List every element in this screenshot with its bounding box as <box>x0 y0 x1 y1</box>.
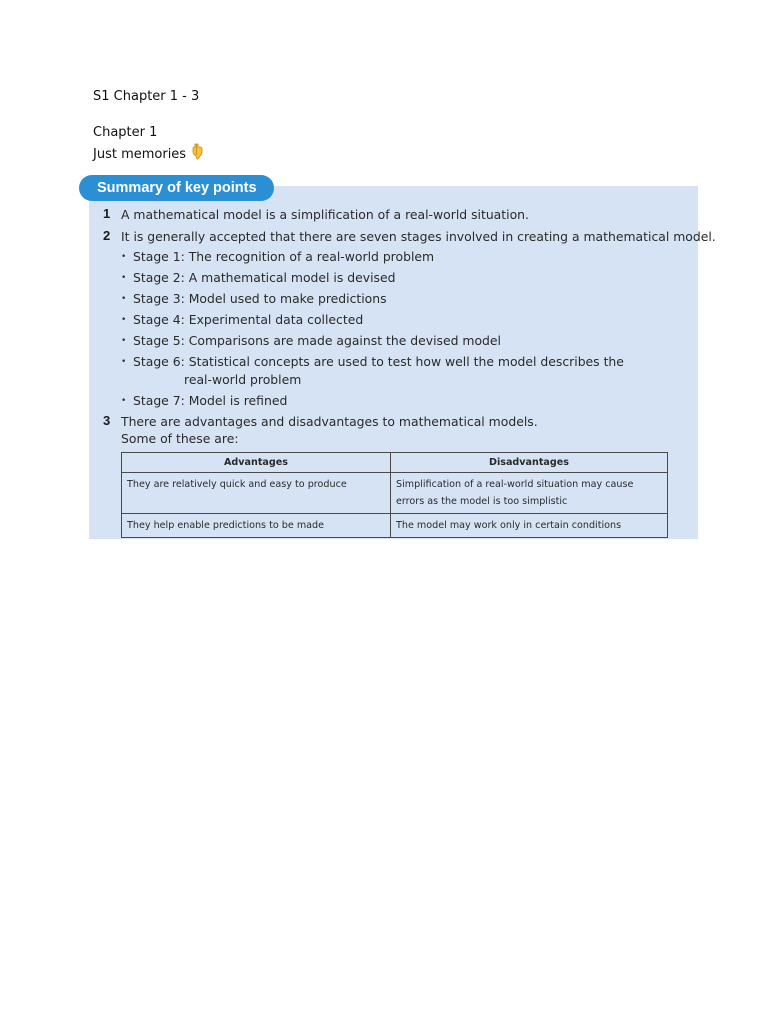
bullet-dot: • <box>121 396 127 406</box>
bullet-dot: • <box>121 273 127 283</box>
table-header: Advantages <box>122 453 391 473</box>
chapter-note <box>93 143 205 165</box>
chapter-heading: Chapter 1 <box>93 125 158 140</box>
table-row <box>122 514 668 538</box>
point-text: It is generally accepted that there are seven stages involved in creating a mathematical model. <box>121 229 716 244</box>
document-title: S1 Chapter 1 - 3 <box>93 89 200 104</box>
bullet-dot: • <box>121 336 127 346</box>
point-text: There are advantages and disadvantages to mathematical models. <box>121 414 538 429</box>
stage-item: Stage 3: Model used to make predictions <box>133 291 387 306</box>
table-cell: They help enable predictions to be made <box>122 514 391 538</box>
stage-item: Stage 2: A mathematical model is devised <box>133 270 396 285</box>
stage-item: Stage 4: Experimental data collected <box>133 312 364 327</box>
table-cell: They are relatively quick and easy to produce <box>122 473 391 514</box>
stage-item: Stage 5: Comparisons are made against the devised model <box>133 333 501 348</box>
stage-item: Stage 1: The recognition of a real-world problem <box>133 249 435 264</box>
table-row <box>122 473 668 514</box>
point-text: A mathematical model is a simplification of a real-world situation. <box>121 207 529 222</box>
bullet-dot: • <box>121 357 127 367</box>
point-number: 2 <box>103 228 111 243</box>
table-cell: The model may work only in certain conditions <box>391 514 668 538</box>
bullet-dot: • <box>121 315 127 325</box>
table-header-row <box>122 453 668 473</box>
point-text-continuation: Some of these are: <box>121 431 239 446</box>
stage-item: Stage 6: Statistical concepts are used to test how well the model describes the <box>133 354 624 369</box>
stage-item-continuation: real-world problem <box>184 372 302 387</box>
summary-title-badge: Summary of key points <box>79 175 274 201</box>
point-number: 3 <box>103 413 111 428</box>
chapter-note-text: Just memories <box>93 147 187 162</box>
advantages-table <box>121 452 668 538</box>
bullet-dot: • <box>121 252 127 262</box>
bullet-dot: • <box>121 294 127 304</box>
table-cell: Simplification of a real-world situation may cause errors as the model is too simplistic <box>391 473 668 514</box>
stage-item: Stage 7: Model is refined <box>133 393 288 408</box>
pointing-down-hand-icon <box>191 143 205 165</box>
table-header: Disadvantages <box>391 453 668 473</box>
point-number: 1 <box>103 206 111 221</box>
